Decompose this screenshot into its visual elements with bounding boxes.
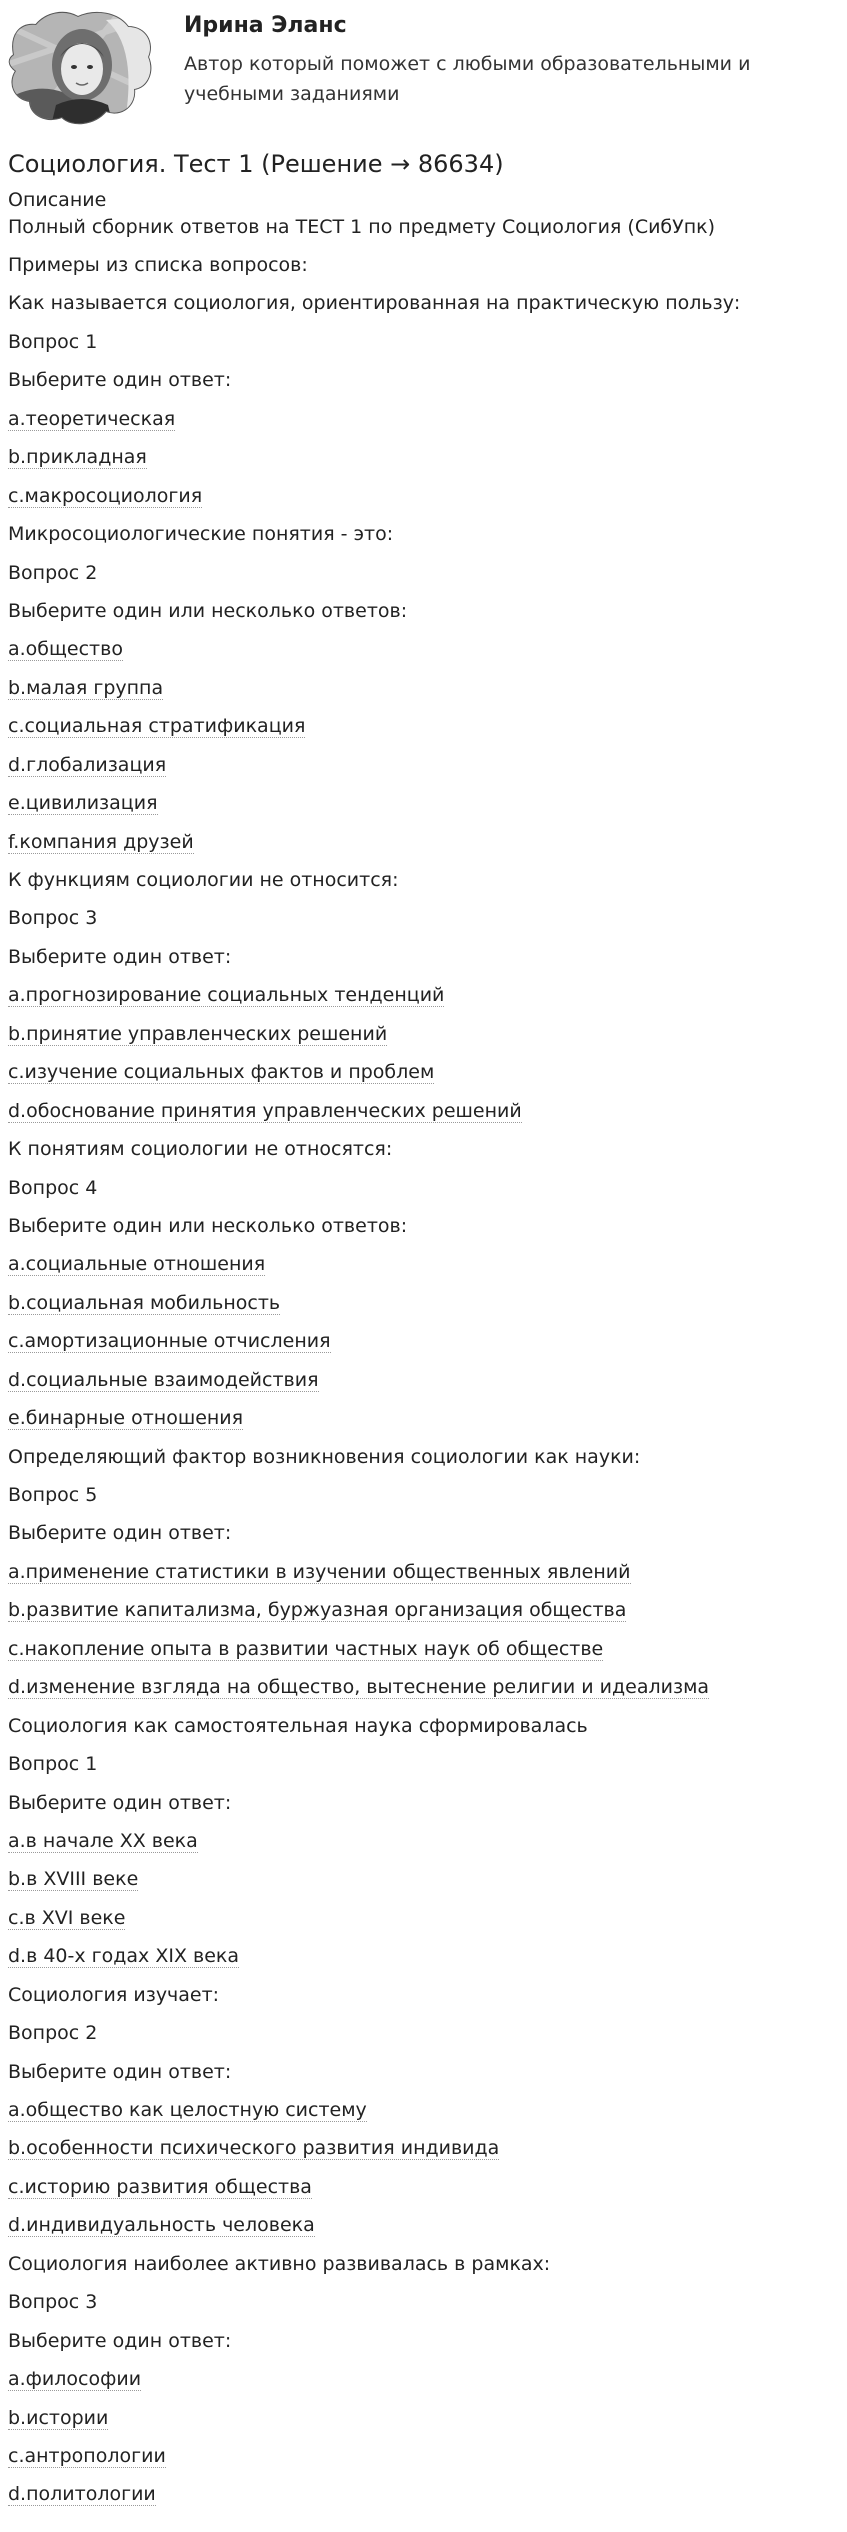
- question-text-label: Социология изучает:: [8, 1983, 220, 2006]
- question-text-label: Вопрос 3: [8, 907, 98, 930]
- answer-option-label[interactable]: b.принятие управленческих решений: [8, 1022, 388, 1045]
- answer-option[interactable]: [8, 2206, 838, 2244]
- question-text: [8, 1514, 838, 1552]
- question-text: [8, 361, 838, 399]
- answer-option-label[interactable]: b.в XVIII веке: [8, 1868, 139, 1891]
- answer-option[interactable]: [8, 2475, 838, 2513]
- question-text-label: Микросоциологические понятия - это:: [8, 523, 394, 546]
- question-text: [8, 1438, 838, 1476]
- question-text-label: Социология наиболее активно развивалась в рамках:: [8, 2252, 551, 2275]
- question-text: [8, 1207, 838, 1245]
- question-text-label: Выберите один ответ:: [8, 369, 232, 392]
- answer-option-label[interactable]: b.социальная мобильность: [8, 1291, 281, 1314]
- answer-option-label[interactable]: a.социальные отношения: [8, 1253, 266, 1276]
- question-text-label: Вопрос 4: [8, 1176, 98, 1199]
- answer-option[interactable]: [8, 2091, 838, 2129]
- answer-option-label[interactable]: c.социальная стратификация: [8, 715, 306, 738]
- question-text: [8, 1476, 838, 1514]
- answer-option-label[interactable]: c.накопление опыта в развитии частных наук об обществе: [8, 1637, 604, 1660]
- question-text: [8, 554, 838, 592]
- question-text: [8, 2245, 838, 2283]
- question-text-label: Вопрос 1: [8, 330, 98, 353]
- answer-option-label[interactable]: a.применение статистики в изучении общественных явлений: [8, 1560, 631, 1583]
- answer-option[interactable]: [8, 1284, 838, 1322]
- answer-option[interactable]: [8, 1591, 838, 1629]
- question-text-label: Выберите один ответ:: [8, 945, 232, 968]
- answer-option[interactable]: [8, 707, 838, 745]
- answer-option[interactable]: [8, 1092, 838, 1130]
- answer-option-label[interactable]: e.бинарные отношения: [8, 1407, 244, 1430]
- answer-option-label[interactable]: d.индивидуальность человека: [8, 2214, 315, 2237]
- question-text: [8, 1784, 838, 1822]
- question-text-label: Вопрос 5: [8, 1484, 98, 1506]
- question-text: [8, 284, 838, 322]
- answer-option-label[interactable]: b.прикладная: [8, 446, 147, 469]
- question-text: [8, 515, 838, 553]
- answer-option[interactable]: [8, 1399, 838, 1437]
- answer-option[interactable]: [8, 438, 838, 476]
- answer-option[interactable]: [8, 669, 838, 707]
- answer-option[interactable]: [8, 1860, 838, 1898]
- question-text-label: Определяющий фактор возникновения социологии как науки:: [8, 1445, 641, 1468]
- author-avatar[interactable]: [6, 5, 156, 130]
- answer-option-label[interactable]: a.теоретическая: [8, 407, 176, 430]
- question-text-label: Выберите один или несколько ответов:: [8, 599, 408, 622]
- answer-option-label[interactable]: c.антропологии: [8, 2444, 166, 2467]
- question-text: [8, 246, 838, 284]
- question-text: [8, 2053, 838, 2091]
- question-text-label: Как называется социология, ориентированная на практическую пользу:: [8, 292, 741, 315]
- question-text: [8, 2283, 838, 2321]
- answer-option-label[interactable]: d.политологии: [8, 2483, 156, 2506]
- description-label: Описание: [8, 189, 107, 211]
- question-text-label: Вопрос 2: [8, 561, 98, 584]
- answer-option-label[interactable]: c.изучение социальных фактов и проблем: [8, 1061, 435, 1084]
- question-list: [8, 246, 838, 2514]
- answer-option[interactable]: [8, 1015, 838, 1053]
- answer-option-label[interactable]: d.обоснование принятия управленческих решений: [8, 1099, 522, 1122]
- question-text-label: Выберите один ответ:: [8, 1522, 232, 1545]
- answer-option[interactable]: [8, 1553, 838, 1591]
- question-text-label: К понятиям социологии не относятся:: [8, 1138, 393, 1161]
- answer-option[interactable]: [8, 823, 838, 861]
- answer-option-label[interactable]: c.в XVI веке: [8, 1906, 126, 1929]
- question-text-label: К функциям социологии не относится:: [8, 869, 399, 891]
- question-text: [8, 899, 838, 937]
- answer-option-label[interactable]: d.глобализация: [8, 753, 167, 776]
- answer-option-label[interactable]: e.цивилизация: [8, 792, 158, 815]
- answer-option-label[interactable]: c.амортизационные отчисления: [8, 1330, 331, 1353]
- answer-option-label[interactable]: b.особенности психического развития индивида: [8, 2137, 500, 2160]
- question-text-label: Вопрос 1: [8, 1753, 98, 1776]
- answer-option-label[interactable]: b.развитие капитализма, буржуазная организация общества: [8, 1599, 627, 1622]
- question-text: [8, 323, 838, 361]
- answer-option[interactable]: [8, 1822, 838, 1860]
- question-text-label: Вопрос 2: [8, 2022, 98, 2045]
- answer-option[interactable]: [8, 1937, 838, 1975]
- answer-option-label[interactable]: d.социальные взаимодействия: [8, 1368, 319, 1391]
- answer-option[interactable]: [8, 1668, 838, 1706]
- answer-option-label[interactable]: d.в 40-х годах XIX века: [8, 1945, 240, 1968]
- answer-option[interactable]: [8, 784, 838, 822]
- answer-option[interactable]: [8, 2360, 838, 2398]
- question-text-label: Выберите один ответ:: [8, 2060, 232, 2083]
- answer-option-label[interactable]: c.историю развития общества: [8, 2175, 312, 2198]
- answer-option-label[interactable]: f.компания друзей: [8, 830, 194, 853]
- answer-option[interactable]: [8, 1361, 838, 1399]
- page-title: Социология. Тест 1 (Решение → 86634): [8, 150, 504, 178]
- answer-option-label[interactable]: d.изменение взгляда на общество, вытеснение религии и идеализма: [8, 1676, 710, 1699]
- answer-option[interactable]: [8, 2437, 838, 2475]
- answer-option[interactable]: [8, 2129, 838, 2167]
- answer-option[interactable]: [8, 1630, 838, 1668]
- question-text: [8, 1130, 838, 1168]
- answer-option[interactable]: [8, 1322, 838, 1360]
- answer-option-label[interactable]: c.макросоциология: [8, 484, 203, 507]
- description-text: Полный сборник ответов на ТЕСТ 1 по предмету Социология (СибУпк): [8, 216, 716, 238]
- answer-option[interactable]: [8, 400, 838, 438]
- question-text: [8, 861, 838, 899]
- answer-option-label[interactable]: b.малая группа: [8, 676, 164, 699]
- question-text: [8, 1976, 838, 2014]
- answer-option[interactable]: [8, 1899, 838, 1937]
- question-text-label: Выберите один ответ:: [8, 2329, 232, 2352]
- question-text-label: Выберите один или несколько ответов:: [8, 1214, 408, 1237]
- answer-option-label[interactable]: a.философии: [8, 2368, 142, 2391]
- answer-option[interactable]: [8, 2168, 838, 2206]
- question-text: [8, 1707, 838, 1745]
- question-text: [8, 2014, 838, 2052]
- question-text-label: Вопрос 3: [8, 2291, 98, 2314]
- answer-option[interactable]: [8, 1053, 838, 1091]
- question-text-label: Выберите один ответ:: [8, 1791, 232, 1814]
- answer-option[interactable]: [8, 1245, 838, 1283]
- question-text: [8, 1745, 838, 1783]
- answer-option-label[interactable]: a.в начале XX века: [8, 1829, 198, 1852]
- answer-option-label[interactable]: a.прогнозирование социальных тенденций: [8, 984, 445, 1007]
- author-card: [0, 0, 847, 135]
- answer-option[interactable]: [8, 630, 838, 668]
- answer-option[interactable]: [8, 477, 838, 515]
- question-text: [8, 1169, 838, 1207]
- question-text: [8, 938, 838, 976]
- answer-option[interactable]: [8, 2399, 838, 2437]
- answer-option-label[interactable]: b.истории: [8, 2406, 109, 2429]
- answer-option[interactable]: [8, 976, 838, 1014]
- question-text-label: Примеры из списка вопросов:: [8, 254, 308, 276]
- author-name[interactable]: Ирина Эланс: [184, 13, 347, 38]
- author-description: Автор который поможет с любыми образовательными и учебными заданиями: [184, 53, 751, 105]
- answer-option-label[interactable]: a.общество как целостную систему: [8, 2099, 367, 2121]
- question-text: [8, 592, 838, 630]
- question-text-label: Социология как самостоятельная наука сформировалась: [8, 1714, 588, 1737]
- question-text: [8, 2322, 838, 2360]
- answer-option-label[interactable]: a.общество: [8, 638, 123, 661]
- answer-option[interactable]: [8, 746, 838, 784]
